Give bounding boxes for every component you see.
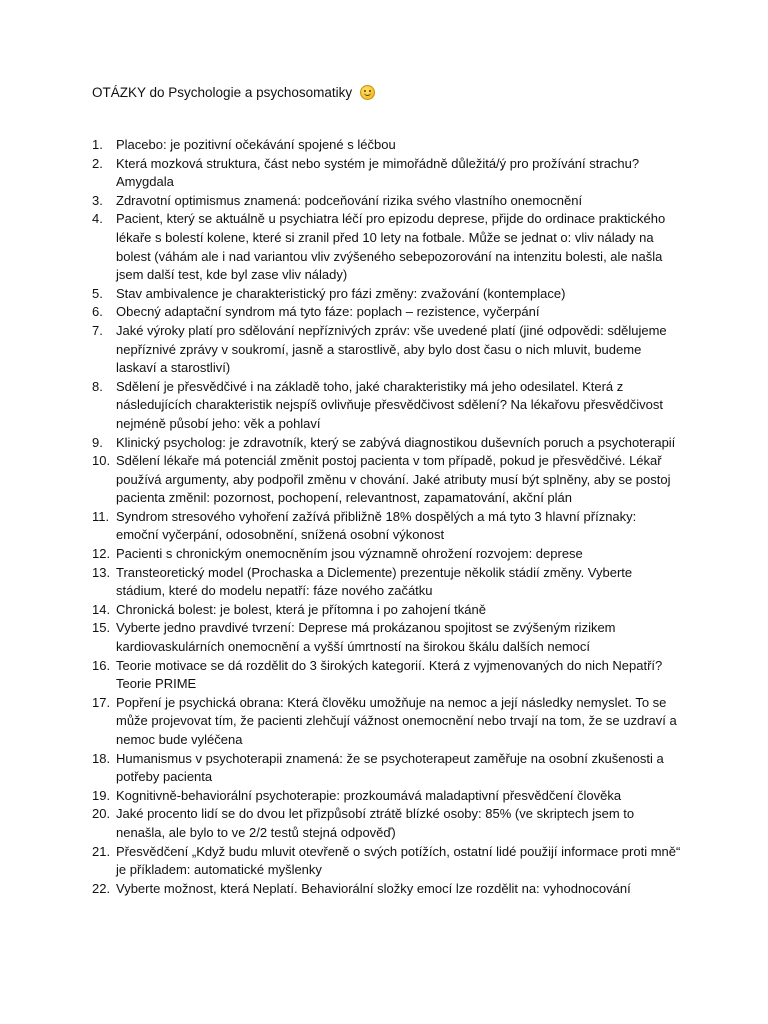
question-item	[92, 210, 682, 284]
question-number: 11.	[92, 508, 110, 524]
question-item	[92, 787, 682, 806]
question-text: Syndrom stresového vyhoření zažívá přibližně 18% dospělých a má tyto 3 hlavní příznaky: emoční vyčerpání, odosobnění, snížená osobní výkonost	[116, 508, 637, 543]
question-text: Sdělení lékaře má potenciál změnit postoj pacienta v tom případě, pokud je přesvědčivé. Lékař používá argumenty, aby podpořil změnu v chování. Jaké atributy musí být splněny, aby se postoj pacienta změnil: pozornost, pochopení, relevantnost, zapamatování, akční plán	[116, 453, 671, 506]
question-text: Zdravotní optimismus znamená: podceňování rizika svého vlastního onemocnění	[116, 192, 583, 208]
question-item	[92, 192, 682, 211]
smiley-face-icon	[360, 85, 375, 100]
question-item	[92, 434, 682, 453]
question-number: 21.	[92, 843, 111, 859]
question-item	[92, 136, 682, 155]
question-text: Pacienti s chronickým onemocněním jsou významně ohrožení rozvojem: deprese	[116, 546, 583, 562]
question-item	[92, 880, 682, 899]
question-text: Transteoretický model (Prochaska a Diclemente) prezentuje několik stádií změny. Vyberte stádium, které do modelu nepatří: fáze nového začátku	[116, 564, 633, 599]
question-text: Vyberte možnost, která Neplatí. Behaviorální složky emocí lze rozdělit na: vyhodnocování	[116, 880, 631, 896]
question-number: 4.	[92, 211, 103, 227]
question-number: 6.	[92, 304, 103, 320]
question-number: 22.	[92, 880, 111, 896]
question-number: 3.	[92, 192, 103, 208]
question-number: 17.	[92, 694, 111, 710]
question-item	[92, 303, 682, 322]
question-number: 10.	[92, 453, 111, 469]
question-item	[92, 694, 682, 750]
question-number: 13.	[92, 564, 111, 580]
question-text: Stav ambivalence je charakteristický pro fázi změny: zvažování (kontemplace)	[116, 285, 566, 301]
question-number: 2.	[92, 155, 103, 171]
question-text: Sdělení je přesvědčivé i na základě toho, jaké charakteristiky má jeho odesilatel. Která z následujících charakteristik nejspíš ovlivňuje přesvědčivost sdělení? Na lékařovu přesvědčivost nejméně působí jeho: věk a pohlaví	[116, 378, 663, 431]
question-list	[92, 136, 682, 898]
question-number: 19.	[92, 787, 111, 803]
question-item	[92, 545, 682, 564]
question-item	[92, 619, 682, 656]
question-text: Klinický psycholog: je zdravotník, který se zabývá diagnostikou duševních poruch a psychoterapií	[116, 434, 676, 450]
question-number: 5.	[92, 285, 103, 301]
question-item	[92, 285, 682, 304]
question-item	[92, 508, 682, 545]
document-title-text: OTÁZKY do Psychologie a psychosomatiky	[92, 85, 353, 100]
question-text: Vyberte jedno pravdivé tvrzení: Deprese má prokázanou spojitost se zvýšeným rizikem kardiovaskulárních onemocnění a vyšší úmrtností na širokou škálu dalších nemocí	[116, 620, 616, 655]
question-text: Chronická bolest: je bolest, která je přítomna i po zahojení tkáně	[116, 601, 486, 617]
question-item	[92, 322, 682, 378]
question-text: Jaké procento lidí se do dvou let přizpůsobí ztrátě blízké osoby: 85% (ve skriptech jsem to nenašla, ale bylo to ve 2/2 testů stejná odpověď)	[116, 806, 635, 840]
document-title	[92, 84, 375, 102]
question-text: Přesvědčení „Když budu mluvit otevřeně o svých potížích, ostatní lidé použijí informace proti mně“ je příkladem: automatické myšlenky	[116, 843, 681, 878]
question-number: 20.	[92, 806, 111, 822]
question-number: 9.	[92, 434, 103, 450]
question-text: Pacient, který se aktuálně u psychiatra léčí pro epizodu deprese, přijde do ordinace praktického lékaře s bolestí kolene, které si zranil před 10 lety na fotbale. Může se jednat o: vliv nálady na bolest (váhám ale i nad variantou vliv zvýšeného sebepozorování na intenzitu bolesti, ale našla jsem další test, kde byl zase vliv nálady)	[116, 211, 666, 283]
question-text: Obecný adaptační syndrom má tyto fáze: poplach – rezistence, vyčerpání	[116, 304, 540, 320]
question-text: Která mozková struktura, část nebo systém je mimořádně důležitá/ý pro prožívání strachu? Amygdala	[116, 155, 640, 190]
question-number: 14.	[92, 601, 111, 617]
question-item	[92, 657, 682, 694]
question-item	[92, 805, 682, 842]
question-number: 8.	[92, 378, 103, 394]
question-item	[92, 564, 682, 601]
question-number: 7.	[92, 322, 103, 338]
question-item	[92, 750, 682, 787]
question-text: Teorie motivace se dá rozdělit do 3 širokých kategorií. Která z vyjmenovaných do nich Nepatří? Teorie PRIME	[116, 657, 663, 692]
question-item	[92, 843, 682, 880]
question-number: 16.	[92, 657, 111, 673]
question-number: 12.	[92, 546, 111, 562]
question-item	[92, 155, 682, 192]
question-number: 15.	[92, 620, 111, 636]
question-text: Popření je psychická obrana: Která člověku umožňuje na nemoc a její následky nemyslet. To se může projevovat tím, že pacienti zlehčují vážnost onemocnění nebo trvají na tom, že se uzdraví a nemoc bude vyléčena	[116, 694, 677, 747]
question-item	[92, 452, 682, 508]
question-number: 18.	[92, 750, 111, 766]
question-item	[92, 378, 682, 434]
question-text: Kognitivně-behaviorální psychoterapie: prozkoumává maladaptivní přesvědčení člověka	[116, 787, 622, 803]
question-item	[92, 601, 682, 620]
question-number: 1.	[92, 137, 103, 152]
question-text: Jaké výroky platí pro sdělování nepříznivých zpráv: vše uvedené platí (jiné odpovědi: sdělujeme nepříznivé zprávy v soukromí, jasně a starostlivě, aby bylo dost času o nich mluvit, budeme laskaví a starostliví)	[116, 322, 667, 376]
question-text: Humanismus v psychoterapii znamená: že se psychoterapeut zaměřuje na osobní zkušenosti a potřeby pacienta	[116, 750, 664, 785]
question-text: Placebo: je pozitivní očekávání spojené s léčbou	[116, 137, 396, 152]
